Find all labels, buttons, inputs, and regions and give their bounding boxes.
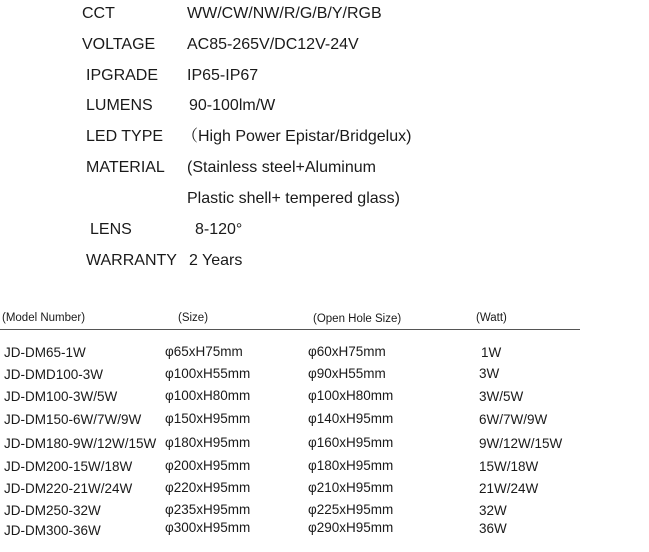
header-model-number: (Model Number) xyxy=(2,312,86,324)
cell-watt: 36W xyxy=(479,521,507,536)
cell-watt: 3W xyxy=(479,366,500,381)
header-divider xyxy=(0,329,580,330)
cell-model: JD-DM200-15W/18W xyxy=(4,459,133,474)
cell-hole-size: φ160xH95mm xyxy=(308,435,394,450)
cell-model: JD-DM300-36W xyxy=(4,523,101,538)
header-watt: (Watt) xyxy=(476,312,507,324)
cell-hole-size: φ90xH55mm xyxy=(308,366,386,381)
cell-size: φ100xH55mm xyxy=(165,366,251,381)
cell-hole-size: φ100xH80mm xyxy=(308,388,394,403)
spec-label: WARRANTY xyxy=(86,252,177,269)
spec-label: IPGRADE xyxy=(86,67,159,84)
cell-watt: 15W/18W xyxy=(479,459,539,474)
spec-value: IP65-IP67 xyxy=(187,67,259,84)
spec-label: LUMENS xyxy=(86,97,153,114)
cell-hole-size: φ290xH95mm xyxy=(308,520,394,535)
spec-label: LED TYPE xyxy=(86,128,164,145)
cell-size: φ65xH75mm xyxy=(165,344,243,359)
header-open-hole-size: (Open Hole Size) xyxy=(313,313,402,325)
cell-model: JD-DM180-9W/12W/15W xyxy=(4,436,157,451)
cell-hole-size: φ60xH75mm xyxy=(308,344,386,359)
cell-hole-size: φ210xH95mm xyxy=(308,480,394,495)
cell-watt: 9W/12W/15W xyxy=(479,436,563,451)
cell-hole-size: φ225xH95mm xyxy=(308,502,394,517)
cell-size: φ150xH95mm xyxy=(165,411,251,426)
cell-model: JD-DMD100-3W xyxy=(4,367,104,382)
cell-hole-size: φ140xH95mm xyxy=(308,411,394,426)
cell-watt: 1W xyxy=(481,345,502,360)
spec-value: 90-100lm/W xyxy=(189,97,276,114)
spec-label: LENS xyxy=(90,221,132,238)
spec-value: WW/CW/NW/R/G/B/Y/RGB xyxy=(187,5,382,22)
cell-size: φ200xH95mm xyxy=(165,458,251,473)
spec-label: VOLTAGE xyxy=(82,36,156,53)
cell-size: φ180xH95mm xyxy=(165,435,251,450)
cell-model: JD-DM250-32W xyxy=(4,503,101,518)
spec-value: AC85-265V/DC12V-24V xyxy=(187,36,359,53)
cell-model: JD-DM65-1W xyxy=(4,345,86,360)
spec-value: 8-120° xyxy=(195,221,243,238)
cell-size: φ220xH95mm xyxy=(165,480,251,495)
spec-value: 2 Years xyxy=(189,252,243,269)
header-size: (Size) xyxy=(178,312,209,324)
spec-label: CCT xyxy=(82,5,115,22)
cell-model: JD-DM150-6W/7W/9W xyxy=(4,412,142,427)
cell-size: φ300xH95mm xyxy=(165,520,251,535)
cell-size: φ235xH95mm xyxy=(165,502,251,517)
cell-model: JD-DM220-21W/24W xyxy=(4,481,133,496)
spec-label: MATERIAL xyxy=(86,159,165,176)
cell-watt: 21W/24W xyxy=(479,481,539,496)
cell-size: φ100xH80mm xyxy=(165,388,251,403)
cell-model: JD-DM100-3W/5W xyxy=(4,389,118,404)
cell-watt: 32W xyxy=(479,503,507,518)
cell-watt: 6W/7W/9W xyxy=(479,412,548,427)
cell-watt: 3W/5W xyxy=(479,389,524,404)
spec-value: （High Power Epistar/Bridgelux) xyxy=(182,128,412,145)
spec-value: (Stainless steel+Aluminum xyxy=(187,159,376,176)
cell-hole-size: φ180xH95mm xyxy=(308,458,394,473)
spec-value: Plastic shell+ tempered glass) xyxy=(187,190,400,207)
